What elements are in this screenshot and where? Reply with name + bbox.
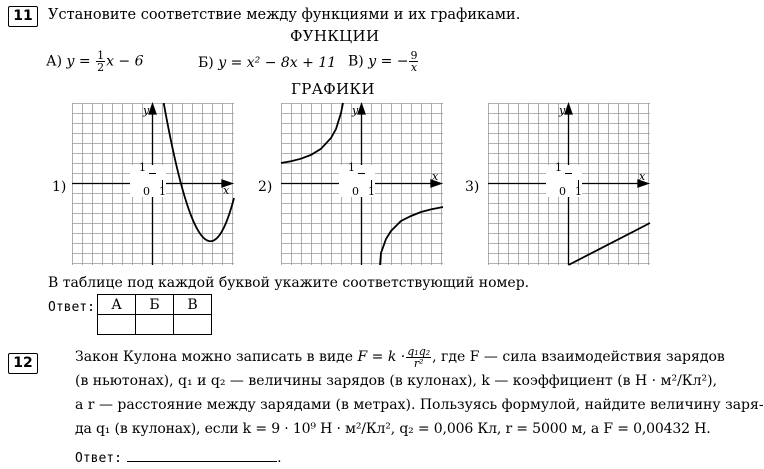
function-v-pre: y = − (368, 53, 409, 70)
answer-cell-a[interactable] (98, 315, 136, 335)
answer-header-a: А (98, 295, 136, 315)
task-12-answer-label: Ответ: (75, 451, 122, 466)
answer-cell-b[interactable] (136, 315, 174, 335)
table-instruction: В таблице под каждой буквой укажите соответствующий номер. (48, 275, 530, 291)
function-a-fraction: $\frac{1}{2}$ (97, 49, 105, 74)
function-a-post: x − 6 (106, 53, 144, 70)
graph-3-tick-x: 1 (575, 185, 582, 198)
task-12-line-3: а r — расстояние между зарядами (в метрах). Пользуясь формулой, найдите величину заря- (75, 397, 764, 413)
graph-3-axis-y: y (559, 104, 566, 117)
graph-2-tick-x: 1 (368, 185, 375, 198)
task-12-number: 12 (8, 353, 38, 374)
function-v-letter: В) (348, 53, 364, 70)
task-12-answer-blank[interactable] (127, 449, 277, 462)
graph-2-axis-y: y (352, 104, 359, 117)
function-b-formula: y = x² − 8x + 11 (218, 55, 337, 71)
functions-heading: ФУНКЦИИ (290, 27, 380, 45)
graph-2-axis-x: x (432, 170, 439, 183)
graph-3 (488, 103, 650, 265)
graph-3-origin: 0 (559, 185, 566, 198)
graph-3-label: 3) (465, 179, 480, 195)
coulomb-fraction: $\frac{\text{q₁q₂}}{\text{r²}}$ (407, 344, 431, 370)
graph-2-label: 2) (258, 179, 273, 195)
task-12-line-2: (в ньютонах), q₁ и q₂ — величины зарядов (в кулонах), k — коэффициент (в Н · м²/Кл²), (75, 373, 718, 389)
graph-1-tick-y: 1 (139, 161, 146, 174)
graph-2-branch-left (281, 103, 343, 163)
answer-table-header-row (98, 295, 212, 315)
function-v-fraction: $\frac{9}{x}$ (410, 49, 418, 74)
graph-3-axis-x: x (639, 170, 646, 183)
graph-2-tick-y: 1 (348, 161, 355, 174)
task-11-prompt: Установите соответствие между функциями и их графиками. (48, 7, 521, 23)
function-b-letter: Б) (198, 55, 214, 71)
task-12-text (75, 344, 764, 441)
graphs-heading: ГРАФИКИ (291, 80, 375, 98)
graph-1-axis-y: y (143, 104, 150, 117)
answer-header-b: Б (136, 295, 174, 315)
function-v (348, 50, 419, 73)
graph-3-line (569, 223, 651, 265)
task-11-number: 11 (8, 6, 38, 27)
task-12-line-1: Закон Кулона можно записать в виде F = k · $\frac{\text{q₁q₂}}{\text{r²}}$ , где F — сила взаимодействия зарядов (75, 344, 725, 370)
task-11-answer-label: Ответ: (48, 300, 95, 315)
graph-3-tick-y: 1 (555, 161, 562, 174)
function-a-letter: А) (46, 53, 63, 70)
graph-1-origin: 0 (143, 185, 150, 198)
task-12-line-4: да q₁ (в кулонах), если k = 9 · 10⁹ Н · м²/Кл², q₂ = 0,006 Кл, r = 5000 м, а F = 0,00432 Н. (75, 421, 711, 437)
answer-table (97, 294, 212, 335)
graph-1-tick-x: 1 (159, 185, 166, 198)
function-a-pre: y = (66, 53, 96, 70)
function-b (198, 55, 336, 71)
graph-1-axis-x: x (223, 184, 230, 197)
task-12-answer: Ответ: . (75, 450, 282, 466)
graph-1-label: 1) (52, 179, 67, 195)
graph-1 (72, 103, 234, 265)
answer-cell-v[interactable] (174, 315, 212, 335)
answer-table-input-row (98, 315, 212, 335)
graph-2 (281, 103, 443, 265)
answer-header-v: В (174, 295, 212, 315)
graph-2-origin: 0 (352, 185, 359, 198)
function-a (46, 50, 144, 73)
